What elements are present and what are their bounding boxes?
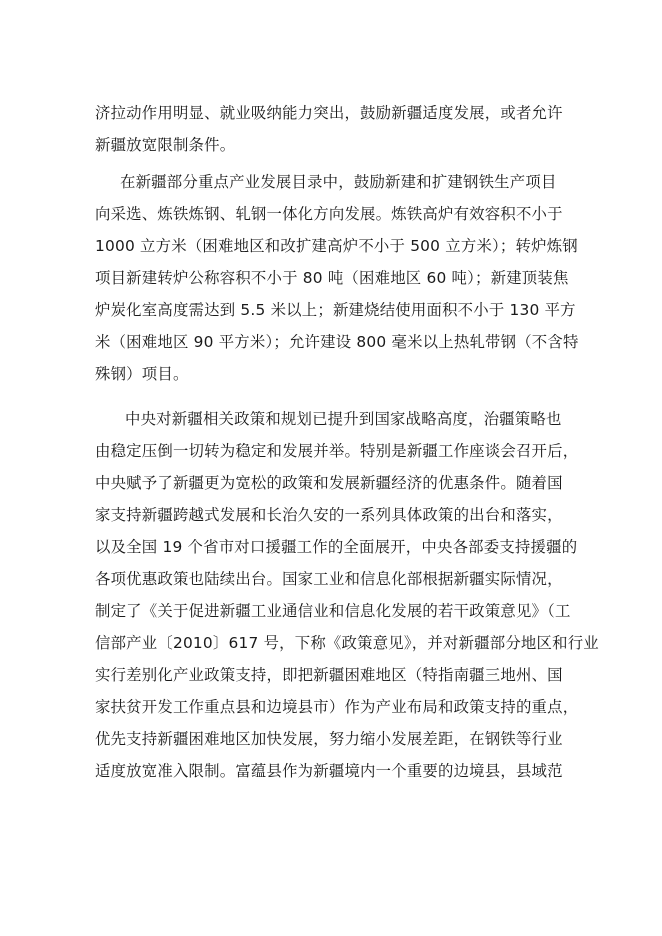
paragraph-3-line-5: 以及全国 19 个省市对口援疆工作的全面展开，中央各部委支持援疆的: [95, 538, 578, 556]
paragraph-3-line-9: 实行差别化产业政策支持，即把新疆困难地区（特指南疆三地州、国: [95, 666, 563, 684]
paragraph-3-line-3: 中央赋予了新疆更为宽松的政策和发展新疆经济的优惠条件。随着国: [95, 474, 563, 492]
paragraph-3-line-2: 由稳定压倒一切转为稳定和发展并举。特别是新疆工作座谈会召开后，: [95, 442, 579, 460]
paragraph-2-line-6: 米（困难地区 90 平方米）；允许建设 800 毫米以上热轧带钢（不含特: [95, 333, 579, 351]
paragraph-3-line-7: 制定了《关于促进新疆工业通信业和信息化发展的若干政策意见》（工: [95, 602, 571, 620]
paragraph-2-line-7: 殊钢）项目。: [95, 365, 189, 383]
paragraph-2-line-3: 1000 立方米（困难地区和改扩建高炉不小于 500 立方米）；转炉炼钢: [95, 237, 578, 255]
paragraph-2-line-4: 项目新建转炉公称容积不小于 80 吨（困难地区 60 吨）；新建顶装焦: [95, 269, 569, 287]
paragraph-2-line-5: 炉炭化室高度需达到 5.5 米以上；新建烧结使用面积不小于 130 平方: [95, 301, 576, 319]
paragraph-3-line-12: 适度放宽准入限制。富蕴县作为新疆境内一个重要的边境县，县域范: [95, 762, 563, 780]
paragraph-2-line-2: 向采选、炼铁炼钢、轧钢一体化方向发展。炼铁高炉有效容积不小于: [95, 205, 563, 223]
paragraph-3-line-8: 信部产业〔2010〕617 号，下称《政策意见》，并对新疆部分地区和行业: [95, 634, 599, 652]
paragraph-3-line-11: 优先支持新疆困难地区加快发展，努力缩小发展差距，在钢铁等行业: [95, 730, 563, 748]
paragraph-1-line-1: 济拉动作用明显、就业吸纳能力突出，鼓励新疆适度发展，或者允许: [95, 104, 563, 122]
paragraph-3-line-6: 各项优惠政策也陆续出台。国家工业和信息化部根据新疆实际情况，: [95, 570, 563, 588]
paragraph-3-line-4: 家支持新疆跨越式发展和长治久安的一系列具体政策的出台和落实，: [95, 506, 563, 524]
paragraph-3-line-1: 中央对新疆相关政策和规划已提升到国家战略高度，治疆策略也: [125, 410, 562, 428]
paragraph-2-line-1: 在新疆部分重点产业发展目录中，鼓励新建和扩建钢铁生产项目: [120, 173, 557, 191]
paragraph-1-line-2: 新疆放宽限制条件。: [95, 136, 236, 154]
paragraph-3-line-10: 家扶贫开发工作重点县和边境县市）作为产业布局和政策支持的重点，: [95, 698, 579, 716]
